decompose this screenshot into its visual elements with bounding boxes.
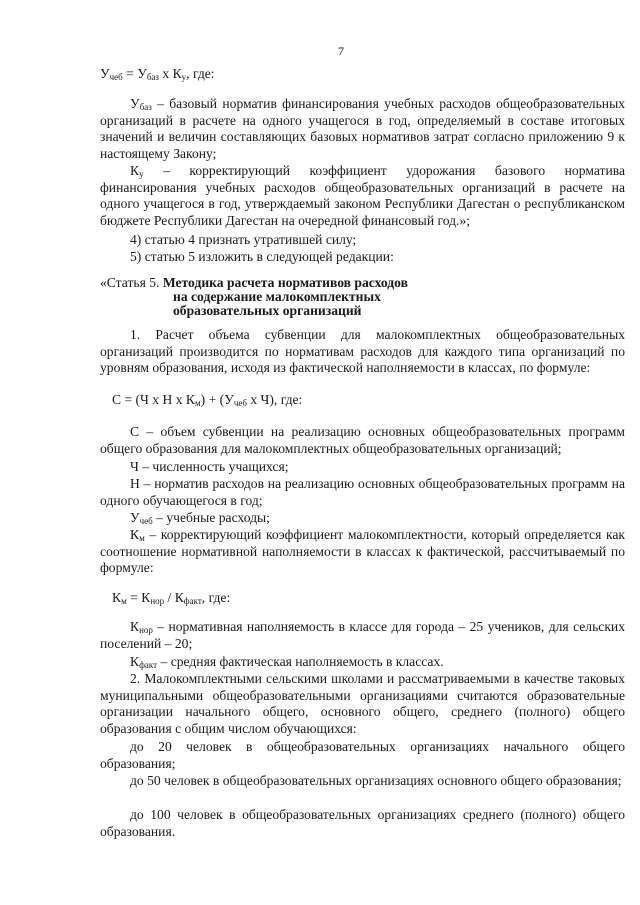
item-5: 5) статью 5 изложить в следующей редакции: <box>130 249 394 264</box>
definition-u-ucheb: $У_{чеб}$ – учебные расходы; <box>130 510 270 526</box>
definition-n: Н – норматив расходов на реализацию основных общеобразовательных программ на одного обучающегося в год; <box>100 476 625 508</box>
definition-ch: Ч – численность учащихся; <box>130 459 289 474</box>
formula-c: С = (Ч х Н х $К_м) + (У_{чеб}$ х Ч), где: <box>112 392 303 408</box>
definition-c: С – объем субвенции на реализацию основных общеобразовательных программ общего образования для малокомплектных общеобразовательных организаций; <box>100 424 625 456</box>
list-item-basic: до 50 человек в общеобразовательных организациях основного общего образования; <box>130 773 622 788</box>
definition-k-nor: $К_{нор}$ – нормативная наполняемость в классе для города – 25 учеников, для сельских поселений – 20; <box>100 619 625 651</box>
clause-2: 2. Малокомплектными сельскими школами и рассматриваемыми в качестве таковых муниципальными общеобразовательными организациями считаются образовательные организации начального общего, основного общего, среднего (полного) общего образования с общим числом обучающихся: <box>100 671 625 736</box>
clause-1: 1. Расчет объема субвенции для малокомплектных общеобразовательных организаций производится по нормативам расходов для каждого типа организаций по уровням образования, исходя из фактической наполняемости в классах, по формуле: <box>100 327 625 376</box>
definition-u-baz: $У_{баз}$ – базовый норматив финансирования учебных расходов общеобразовательных организаций в расчете на одного учащегося в год, определяемый в составе итоговых значений и величин составляющих базовых нормативов затрат согласно приложению 9 к настоящему Закону; <box>100 96 625 161</box>
formula-k-m: $К_м = К_{нор} / К_{факт}$, где: <box>112 590 231 606</box>
item-4: 4) статью 4 признать утратившей силу; <box>130 232 357 247</box>
article-title: «Статья 5. Методика расчета нормативов расходов на содержание малокомплектных образовательных организаций <box>100 275 408 318</box>
list-item-primary: до 20 человек в общеобразовательных организациях начального общего образования; <box>100 739 625 771</box>
page-number: 7 <box>338 44 344 58</box>
definition-k-m: $К_м$ – корректирующий коэффициент малокомплектности, который определяется как соотношение нормативной наполняемости в классах к фактической, рассчитываемый по формуле: <box>100 527 625 576</box>
list-item-secondary: до 100 человек в общеобразовательных организациях среднего (полного) общего образования. <box>100 807 625 839</box>
definition-k-fakt: $К_{факт}$ – средняя фактическая наполняемость в классах. <box>130 654 444 670</box>
definition-k-u: $К_у$ – корректирующий коэффициент удорожания базового норматива финансирования учебных расходов общеобразовательных организаций в расчете на одного учащегося в год, утверждаемый законом Республики Дагестан о республиканском бюджете Республики Дагестан на очередной финансовый год.»; <box>100 163 625 228</box>
formula-u-ucheb: $У_{чеб} = У_{баз}$ х $К_у$, где: <box>100 66 215 82</box>
